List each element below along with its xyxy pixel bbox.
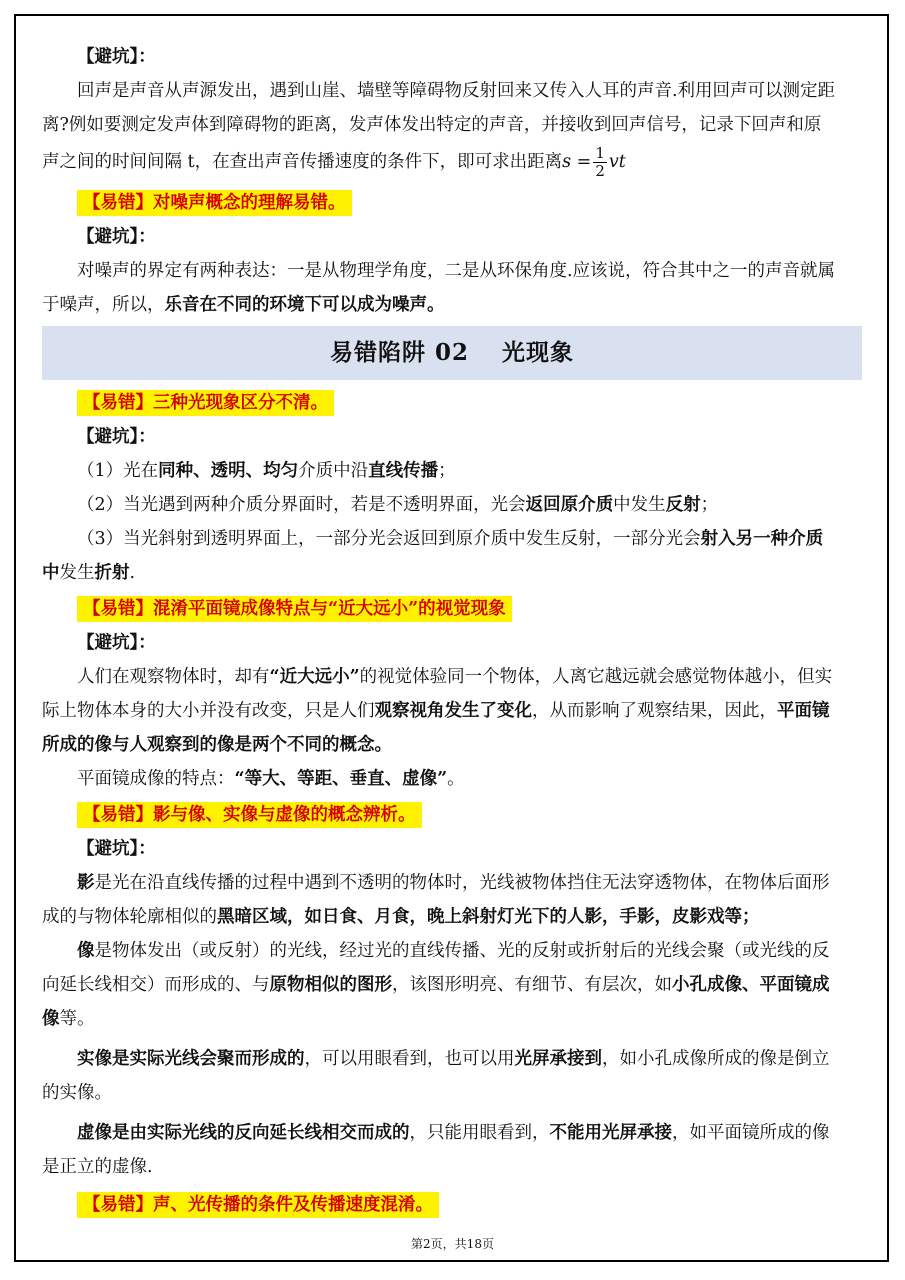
bold-text: 光屏承接到: [514, 1049, 602, 1069]
fraction: [593, 145, 607, 180]
paragraph-line: 是正立的虚像.: [42, 1157, 153, 1177]
text-run: 。: [447, 769, 465, 789]
paragraph-line: [42, 900, 862, 934]
bold-text: “等大、等距、垂直、虚像”: [234, 769, 448, 789]
paragraph-line: 回声是声音从声源发出，遇到山崖、墙壁等障碍物反射回来又传入人耳的声音.利用回声可以测定距: [77, 81, 836, 101]
text-run: ，从而影响了观察结果，因此，: [532, 701, 777, 721]
paragraph-line: [42, 728, 862, 762]
formula-rhs: vt: [608, 152, 626, 172]
bold-text: 直线传播: [368, 461, 439, 481]
bold-text: “近大远小”: [269, 667, 360, 687]
bold-text: 小孔成像、平面镜成: [672, 975, 830, 995]
paragraph-line: [42, 694, 862, 728]
avoid-label: 【避坑】：: [77, 227, 156, 247]
bold-text: 返回原介质: [525, 495, 614, 515]
text-run: 成的与物体轮廓相似的: [42, 907, 217, 927]
error-tag: 【易错】声、光传播的条件及传播速度混淆。: [77, 1192, 439, 1218]
text-run: 介质中沿: [298, 461, 369, 481]
text-run: ，可以用眼看到，也可以用: [304, 1049, 515, 1069]
list-item: [42, 454, 862, 488]
bold-text: 黑暗区域，如日食、月食，晚上斜射灯光下的人影，手影，皮影戏等；: [217, 907, 760, 927]
bold-text: 乐音在不同的环境下可以成为噪声。: [164, 295, 445, 315]
document-body: [42, 40, 862, 1222]
fraction-numerator: 1: [595, 144, 605, 162]
avoid-label: 【避坑】：: [77, 633, 156, 653]
avoid-label: 【避坑】：: [77, 427, 156, 447]
text-run: ；: [438, 461, 456, 481]
paragraph-line: 对噪声的界定有两种表达：一是从物理学角度，二是从环保角度.应该说，符合其中之一的声音就属: [77, 261, 836, 281]
paragraph-line: 离?例如要测定发声体到障碍物的距离，发声体发出特定的声音，并接收到回声信号，记录下回声和原: [42, 115, 822, 135]
text-run: ；: [700, 495, 719, 515]
text-run: 是光在沿直线传播的过程中遇到不透明的物体时，光线被物体挡住无法穿透物体，在物体后面形: [94, 873, 830, 893]
paragraph-line: 的实像。: [42, 1083, 112, 1103]
text-run: 际上物体本身的大小并没有改变，只是人们: [42, 701, 375, 721]
error-tag: 【易错】影与像、实像与虚像的概念辨析。: [77, 802, 422, 828]
text-run: 人们在观察物体时，却有: [77, 667, 270, 687]
paragraph-line: [42, 762, 862, 796]
text-run: ，该图形明亮、有细节、有层次，如: [392, 975, 672, 995]
bold-text: 实像是实际光线会聚而形成的: [77, 1049, 305, 1069]
bold-text: 影: [77, 873, 95, 893]
fraction-denominator: 2: [595, 162, 605, 180]
text-run: 向延长线相交）而形成的、与: [42, 975, 270, 995]
text-run: .: [129, 563, 136, 583]
text-run: 的视觉体验同一个物体，人离它越远就会感觉物体越小，但实: [359, 667, 833, 687]
paragraph-line: [42, 1002, 862, 1036]
error-tag: 【易错】对噪声概念的理解易错。: [77, 190, 352, 216]
bold-text: 像: [42, 1009, 60, 1029]
page-footer: 第2页，共18页: [411, 1237, 494, 1251]
bold-text: 折射: [94, 563, 130, 583]
avoid-label: 【避坑】：: [77, 839, 156, 859]
bold-text: 像: [77, 941, 95, 961]
list-item: [42, 488, 862, 522]
paragraph-line: [42, 660, 862, 694]
text-run: （1）光在: [77, 461, 159, 481]
formula-lhs: s =: [562, 152, 592, 172]
bold-text: 同种、透明、均匀: [158, 461, 299, 481]
paragraph-line: [42, 866, 862, 900]
bold-text: 虚像是由实际光线的反向延长线相交而成的: [77, 1123, 410, 1143]
text-run: ，如平面镜所成的像: [672, 1123, 830, 1143]
bold-text: 平面镜: [777, 701, 830, 721]
bold-text: 不能用光屏承接: [549, 1123, 672, 1143]
section-banner: 易错陷阱 02 光现象: [42, 326, 862, 380]
text-run: （3）当光斜射到透明界面上，一部分光会返回到原介质中发生反射，一部分光会: [77, 529, 701, 549]
list-item: [42, 522, 862, 556]
error-tag: 【易错】混淆平面镜成像特点与“近大远小”的视觉现象: [77, 596, 512, 622]
paragraph-line-formula: [42, 142, 862, 182]
text-run: 中发生: [613, 495, 666, 515]
avoid-label: 【避坑】：: [77, 47, 156, 67]
bold-text: 所成的像与人观察到的像是两个不同的概念。: [42, 735, 392, 755]
bold-text: 中: [42, 563, 60, 583]
paragraph-line: [42, 1116, 862, 1150]
text-run: 平面镜成像的特点：: [77, 769, 235, 789]
text-run: 是物体发出（或反射）的光线，经过光的直线传播、光的反射或折射后的光线会聚（或光线的反: [94, 941, 830, 961]
paragraph-line: [42, 288, 862, 322]
text-run: 等。: [59, 1009, 95, 1029]
list-item-continued: [42, 556, 862, 590]
text-run: 发生: [59, 563, 95, 583]
bold-text: 观察视角发生了变化: [374, 701, 532, 721]
paragraph-text: 声之间的时间间隔 t，在查出声音传播速度的条件下，即可求出距离: [42, 152, 563, 172]
bold-text: 射入另一种介质: [700, 529, 824, 549]
text-run: ，只能用眼看到，: [409, 1123, 550, 1143]
text-run: 于噪声，所以，: [42, 295, 165, 315]
error-tag: 【易错】三种光现象区分不清。: [77, 390, 334, 416]
text-run: ，如小孔成像所成的像是倒立: [602, 1049, 830, 1069]
bold-text: 反射: [665, 495, 701, 515]
paragraph-line: [42, 934, 862, 968]
bold-text: 原物相似的图形: [269, 975, 392, 995]
text-run: （2）当光遇到两种介质分界面时，若是不透明界面，光会: [77, 495, 526, 515]
paragraph-line: [42, 968, 862, 1002]
paragraph-line: [42, 1042, 862, 1076]
